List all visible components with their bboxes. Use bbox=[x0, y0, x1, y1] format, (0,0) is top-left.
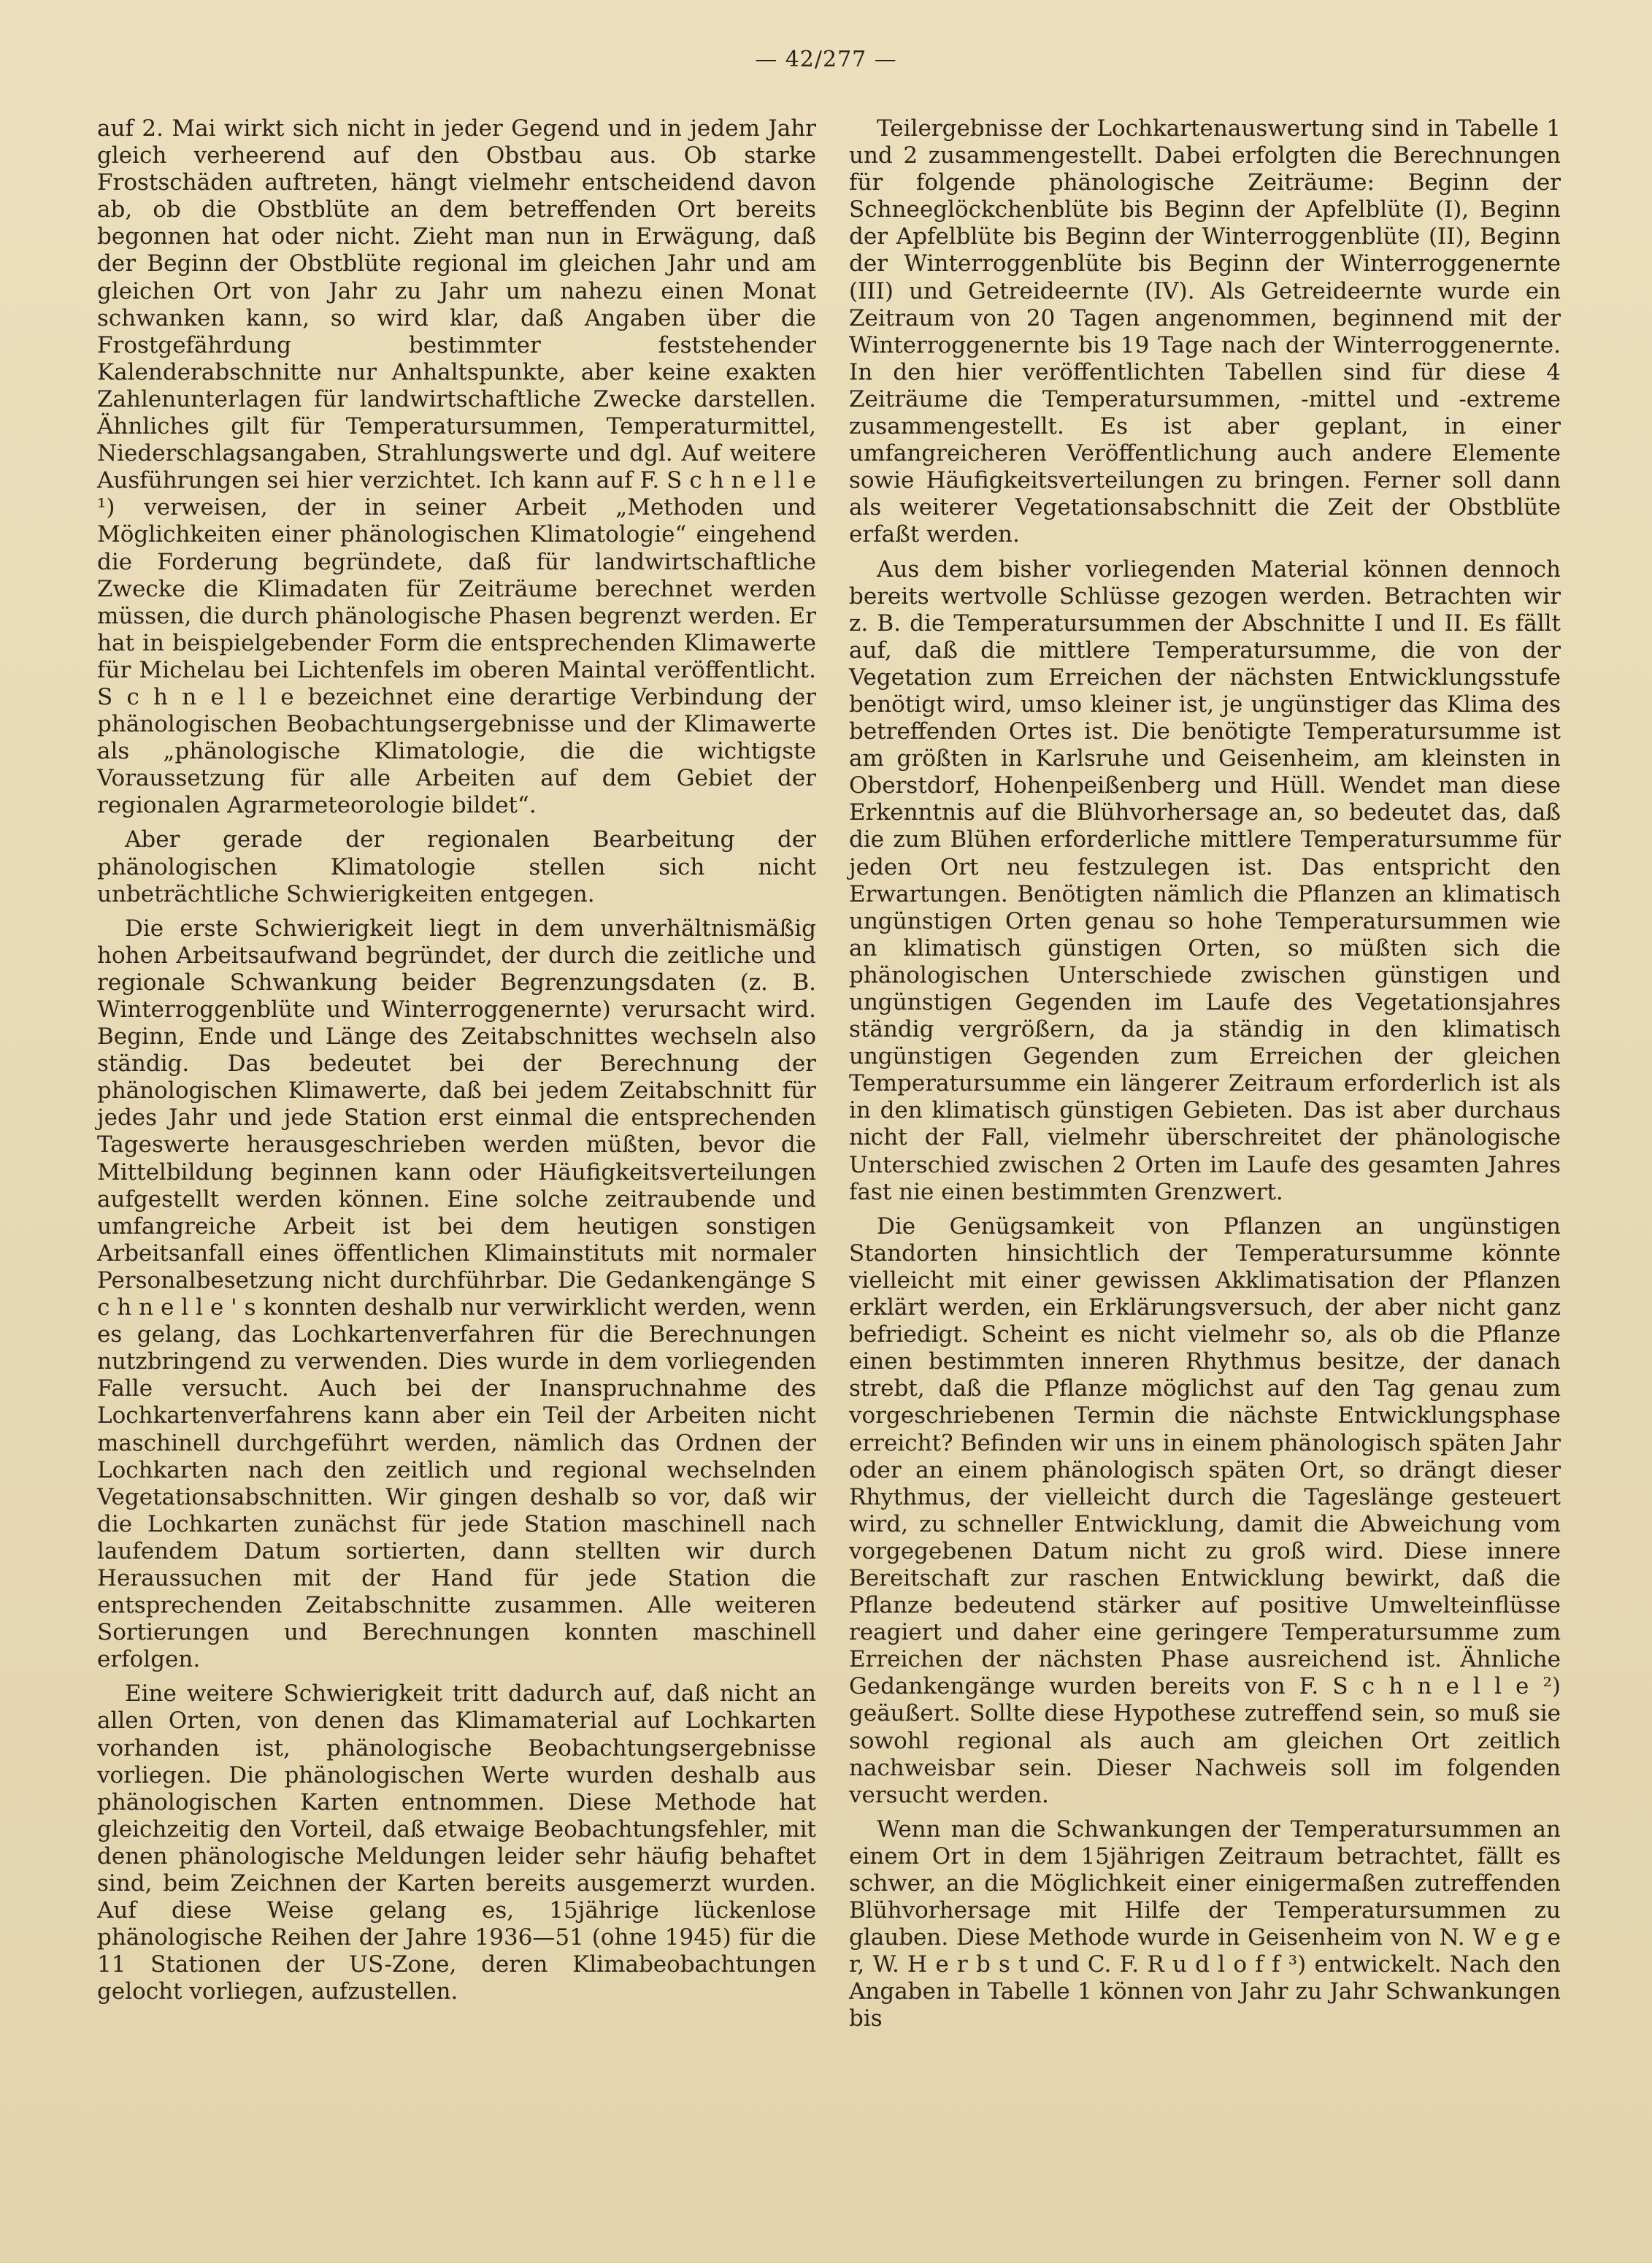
paragraph: Aber gerade der regionalen Bearbeitung der phänologischen Klimatologie stellen sich nicht unbeträchtliche Schwierigkeiten entgegen. bbox=[97, 826, 816, 907]
paragraph: Eine weitere Schwierigkeit tritt dadurch auf, daß nicht an allen Orten, von denen das Klimamaterial auf Lochkarten vorhanden ist, phänologische Beobachtungsergebnisse vorliegen. Die phänologischen Werte wurden deshalb aus phänologischen Karten entnommen. Diese Methode hat gleichzeitig den Vorteil, daß etwaige Beobachtungsfehler, mit denen phänologische Meldungen leider sehr häufig behaftet sind, beim Zeichnen der Karten bereits ausgemerzt wurden. Auf diese Weise gelang es, 15jährige lückenlose phänologische Reihen der Jahre 1936—51 (ohne 1945) für die 11 Stationen der US-Zone, deren Klimabeobachtungen gelocht vorliegen, aufzustellen. bbox=[97, 1680, 816, 2005]
left-column bbox=[97, 115, 816, 2013]
paragraph: Die Genügsamkeit von Pflanzen an ungünstigen Standorten hinsichtlich der Temperatursumme könnte vielleicht mit einer gewissen Akklimatisation der Pflanzen erklärt werden, ein Erklärungsversuch, der aber nicht ganz befriedigt. Scheint es nicht vielmehr so, als ob die Pflanze einen bestimmten inneren Rhythmus besitze, der danach strebt, daß die Pflanze möglichst auf den Tag genau zum vorgeschriebenen Termin die nächste Entwicklungsphase erreicht? Befinden wir uns in einem phänologisch späten Jahr oder an einem phänologisch späten Ort, so drängt dieser Rhythmus, der vielleicht durch die Tageslänge gesteuert wird, zu schneller Entwicklung, damit die Abweichung vom vorgegebenen Datum nicht zu groß wird. Diese innere Bereitschaft zur raschen Entwicklung bewirkt, daß die Pflanze bedeutend stärker auf positive Umwelteinflüsse reagiert und daher eine geringere Temperatursumme zum Erreichen der nächsten Phase ausreichend ist. Ähnliche Gedankengänge wurden bereits von F. S c h n e l l e ²) geäußert. Sollte diese Hypothese zutreffend sein, so muß sie sowohl regional als auch am gleichen Ort zeitlich nachweisbar sein. Dieser Nachweis soll im folgenden versucht werden. bbox=[849, 1213, 1561, 1808]
paragraph: Teilergebnisse der Lochkartenauswertung sind in Tabelle 1 und 2 zusammengestellt. Dabei erfolgten die Berechnungen für folgende phänologische Zeiträume: Beginn der Schneeglöckchenblüte bis Beginn der Apfelblüte (I), Beginn der Apfelblüte bis Beginn der Winterroggenblüte (II), Beginn der Winterroggenblüte bis Beginn der Winterroggenernte (III) und Getreideernte (IV). Als Getreideernte wurde ein Zeitraum von 20 Tagen angenommen, beginnend mit der Winterroggenernte bis 19 Tage nach der Winterroggenernte. In den hier veröffentlichten Tabellen sind für diese 4 Zeiträume die Temperatursummen, -mittel und -extreme zusammengestellt. Es ist aber geplant, in einer umfangreicheren Veröffentlichung auch andere Elemente sowie Häufigkeitsverteilungen zu bringen. Ferner soll dann als weiterer Vegetationsabschnitt die Zeit der Obstblüte erfaßt werden. bbox=[849, 115, 1561, 548]
page-number: — 42/277 — bbox=[755, 47, 897, 72]
paragraph: Die erste Schwierigkeit liegt in dem unverhältnismäßig hohen Arbeitsaufwand begründet, der durch die zeitliche und regionale Schwankung beider Begrenzungsdaten (z. B. Winterroggenblüte und Winterroggenernte) verursacht wird. Beginn, Ende und Länge des Zeitabschnittes wechseln also ständig. Das bedeutet bei der Berechnung der phänologischen Klimawerte, daß bei jedem Zeitabschnitt für jedes Jahr und jede Station erst einmal die entsprechenden Tageswerte herausgeschrieben werden müßten, bevor die Mittelbildung beginnen kann oder Häufigkeitsverteilungen aufgestellt werden können. Eine solche zeitraubende und umfangreiche Arbeit ist bei dem heutigen sonstigen Arbeitsanfall eines öffentlichen Klimainstituts mit normaler Personalbesetzung nicht durchführbar. Die Gedankengänge S c h n e l l e ' s konnten deshalb nur verwirklicht werden, wenn es gelang, das Lochkartenverfahren für die Berechnungen nutzbringend zu verwenden. Dies wurde in dem vorliegenden Falle versucht. Auch bei der Inanspruchnahme des Lochkartenverfahrens kann aber ein Teil der Arbeiten nicht maschinell durchgeführt werden, nämlich das Ordnen der Lochkarten nach den zeitlich und regional wechselnden Vegetationsabschnitten. Wir gingen deshalb so vor, daß wir die Lochkarten zunächst für jede Station maschinell nach laufendem Datum sortierten, dann stellten wir durch Heraussuchen mit der Hand für jede Station die entsprechenden Zeitabschnitte zusammen. Alle weiteren Sortierungen und Berechnungen konnten maschinell erfolgen. bbox=[97, 915, 816, 1673]
paragraph: Wenn man die Schwankungen der Temperatursummen an einem Ort in dem 15jährigen Zeitraum betrachtet, fällt es schwer, an die Möglichkeit einer einigermaßen zutreffenden Blühvorhersage mit Hilfe der Temperatursummen zu glauben. Diese Methode wurde in Geisenheim von N. W e g e r, W. H e r b s t und C. F. R u d l o f f ³) entwickelt. Nach den Angaben in Tabelle 1 können von Jahr zu Jahr Schwankungen bis bbox=[849, 1816, 1561, 2032]
paragraph: Aus dem bisher vorliegenden Material können dennoch bereits wertvolle Schlüsse gezogen werden. Betrachten wir z. B. die Temperatursummen der Abschnitte I und II. Es fällt auf, daß die mittlere Temperatursumme, die von der Vegetation zum Erreichen der nächsten Entwicklungsstufe benötigt wird, umso kleiner ist, je ungünstiger das Klima des betreffenden Ortes ist. Die benötigte Temperatursumme ist am größten in Karlsruhe und Geisenheim, am kleinsten in Oberstdorf, Hohenpeißenberg und Hüll. Wendet man diese Erkenntnis auf die Blühvorhersage an, so bedeutet das, daß die zum Blühen erforderliche mittlere Temperatursumme für jeden Ort neu festzulegen ist. Das entspricht den Erwartungen. Benötigten nämlich die Pflanzen an klimatisch ungünstigen Orten genau so hohe Temperatursummen wie an klimatisch günstigen Orten, so müßten sich die phänologischen Unterschiede zwischen günstigen und ungünstigen Gegenden im Laufe des Vegetationsjahres ständig vergrößern, da ja ständig in den klimatisch ungünstigen Gegenden zum Erreichen der gleichen Temperatursumme ein längerer Zeitraum erforderlich ist als in den klimatisch günstigen Gebieten. Das ist aber durchaus nicht der Fall, vielmehr überschreitet der phänologische Unterschied zwischen 2 Orten im Laufe des gesamten Jahres fast nie einen bestimmten Grenzwert. bbox=[849, 556, 1561, 1205]
paragraph: auf 2. Mai wirkt sich nicht in jeder Gegend und in jedem Jahr gleich verheerend auf den Obstbau aus. Ob starke Frostschäden auftreten, hängt vielmehr entscheidend davon ab, ob die Obstblüte an dem betreffenden Ort bereits begonnen hat oder nicht. Zieht man nun in Erwägung, daß der Beginn der Obstblüte regional im gleichen Jahr und am gleichen Ort von Jahr zu Jahr um nahezu einen Monat schwanken kann, so wird klar, daß Angaben über die Frostgefährdung bestimmter feststehender Kalenderabschnitte nur Anhaltspunkte, aber keine exakten Zahlenunterlagen für landwirtschaftliche Zwecke darstellen. Ähnliches gilt für Temperatursummen, Temperaturmittel, Niederschlagsangaben, Strahlungswerte und dgl. Auf weitere Ausführungen sei hier verzichtet. Ich kann auf F. S c h n e l l e ¹) verweisen, der in seiner Arbeit „Methoden und Möglichkeiten einer phänologischen Klimatologie“ eingehend die Forderung begründete, daß für landwirtschaftliche Zwecke die Klimadaten für Zeiträume berechnet werden müssen, die durch phänologische Phasen begrenzt werden. Er hat in beispielgebender Form die entsprechenden Klimawerte für Michelau bei Lichtenfels im oberen Maintal veröffentlicht. S c h n e l l e bezeichnet eine derartige Verbindung der phänologischen Beobachtungsergebnisse und der Klimawerte als „phänologische Klimatologie, die die wichtigste Voraussetzung für alle Arbeiten auf dem Gebiet der regionalen Agrarmeteorologie bildet“. bbox=[97, 115, 816, 819]
right-column bbox=[849, 115, 1561, 2040]
